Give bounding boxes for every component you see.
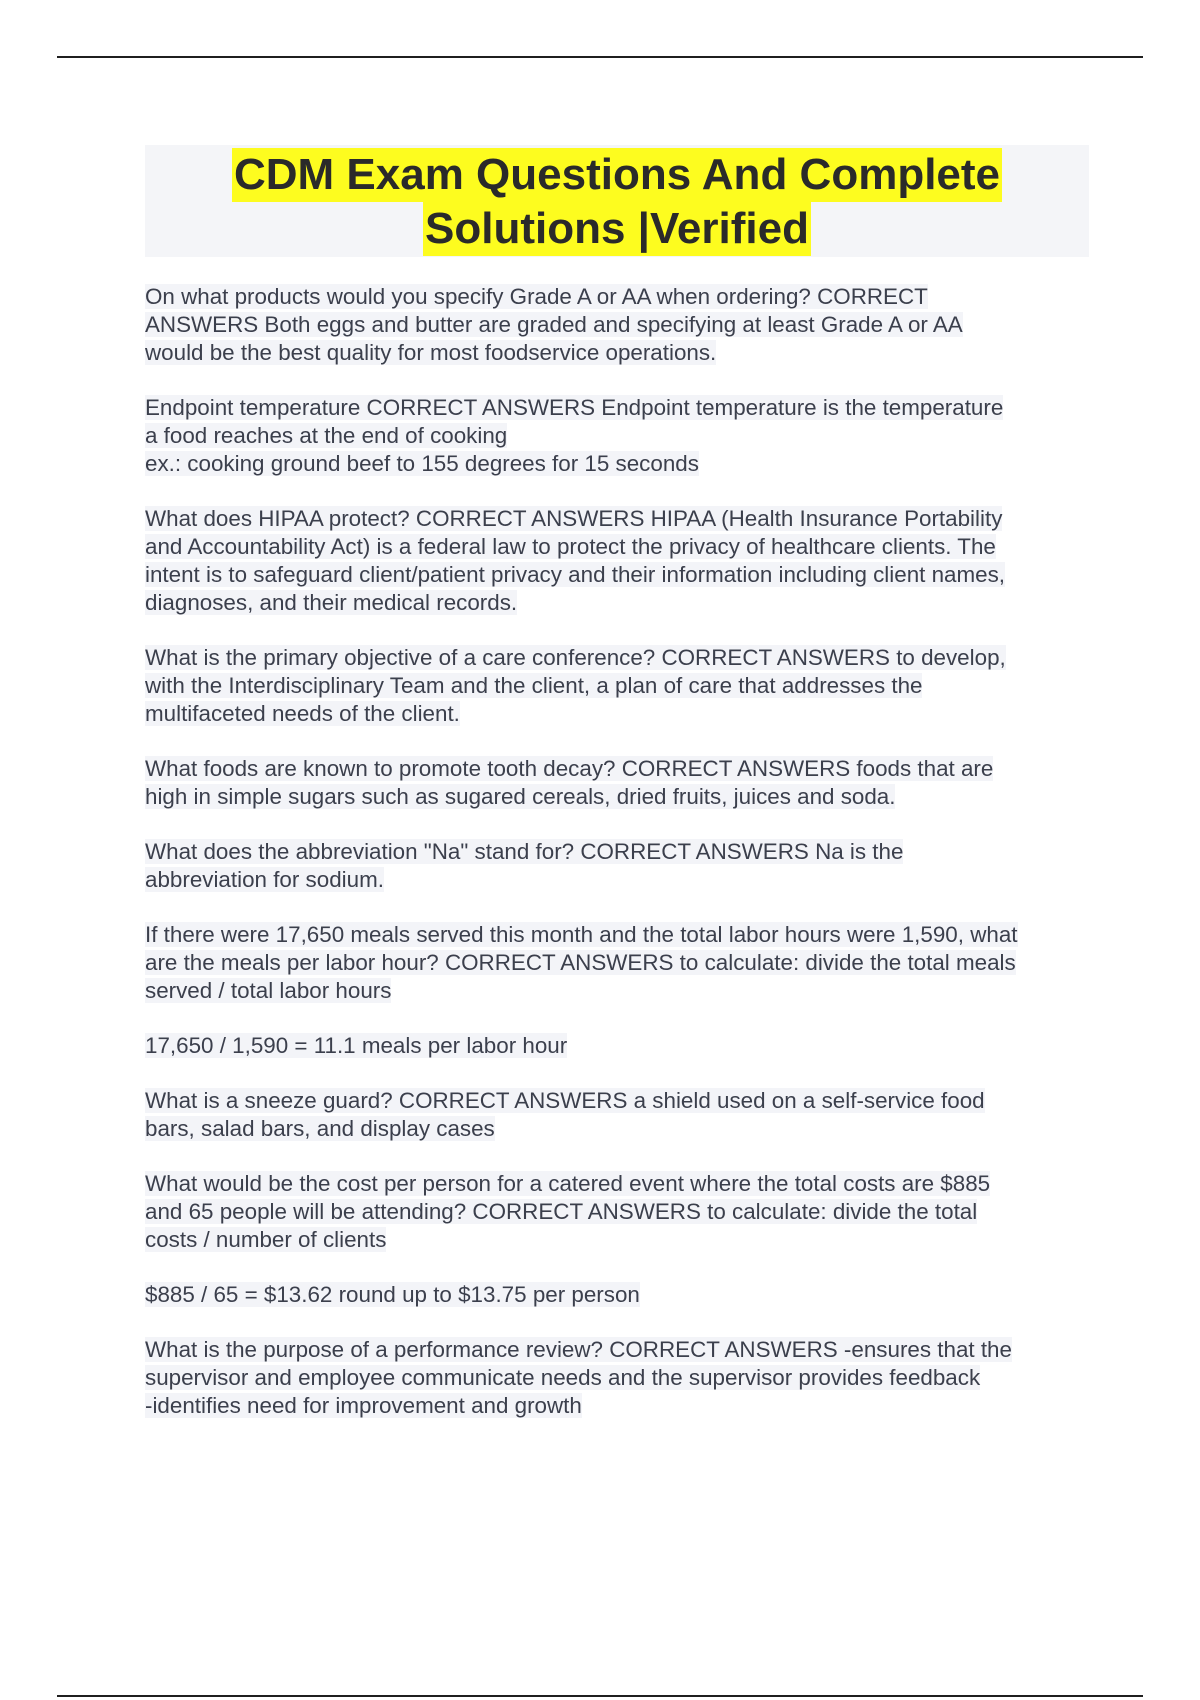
paragraph-line-text: 17,650 / 1,590 = 11.1 meals per labor hour bbox=[145, 1033, 568, 1058]
title-line-1: CDM Exam Questions And Complete bbox=[232, 148, 1002, 202]
paragraph-line-text: -identifies need for improvement and growth bbox=[145, 1393, 582, 1418]
paragraph-line bbox=[145, 1281, 1089, 1309]
paragraph-line bbox=[145, 866, 1089, 894]
qa-paragraph bbox=[145, 644, 1089, 728]
paragraph-line bbox=[145, 783, 1089, 811]
paragraph-line bbox=[145, 450, 1089, 478]
qa-paragraph bbox=[145, 283, 1089, 367]
paragraph-line bbox=[145, 1198, 1089, 1226]
paragraph-line-text: served / total labor hours bbox=[145, 978, 392, 1003]
qa-paragraph bbox=[145, 505, 1089, 617]
paragraph-line-text: a food reaches at the end of cooking bbox=[145, 423, 508, 448]
paragraph-line-text: abbreviation for sodium. bbox=[145, 867, 384, 892]
paragraph-line-text: What is the primary objective of a care conference? CORRECT ANSWERS to develop, bbox=[145, 645, 1006, 670]
qa-paragraph bbox=[145, 1170, 1089, 1254]
paragraph-line bbox=[145, 1364, 1089, 1392]
paragraph-line-text: $885 / 65 = $13.62 round up to $13.75 per person bbox=[145, 1282, 640, 1307]
paragraph-line bbox=[145, 505, 1089, 533]
paragraph-line-text: ex.: cooking ground beef to 155 degrees for 15 seconds bbox=[145, 451, 699, 476]
paragraph-line bbox=[145, 311, 1089, 339]
paragraph-line-text: and 65 people will be attending? CORRECT ANSWERS to calculate: divide the total bbox=[145, 1199, 978, 1224]
paragraph-line-text: What is the purpose of a performance review? CORRECT ANSWERS -ensures that the bbox=[145, 1337, 1012, 1362]
paragraph-line bbox=[145, 1392, 1089, 1420]
qa-paragraph bbox=[145, 755, 1089, 811]
paragraph-line bbox=[145, 1087, 1089, 1115]
paragraph-line-text: If there were 17,650 meals served this month and the total labor hours were 1,590, what bbox=[145, 922, 1018, 947]
bottom-rule bbox=[57, 1695, 1143, 1697]
paragraph-line-text: are the meals per labor hour? CORRECT ANSWERS to calculate: divide the total meals bbox=[145, 950, 1016, 975]
paragraph-line bbox=[145, 283, 1089, 311]
paragraph-line bbox=[145, 672, 1089, 700]
paragraph-line bbox=[145, 533, 1089, 561]
paragraph-line-text: What would be the cost per person for a catered event where the total costs are $885 bbox=[145, 1171, 991, 1196]
paragraph-line-text: What foods are known to promote tooth decay? CORRECT ANSWERS foods that are bbox=[145, 756, 994, 781]
paragraph-line-text: intent is to safeguard client/patient privacy and their information including client names, bbox=[145, 562, 1006, 587]
paragraph-line-text: What does the abbreviation "Na" stand for? CORRECT ANSWERS Na is the bbox=[145, 839, 904, 864]
paragraph-line-text: with the Interdisciplinary Team and the client, a plan of care that addresses the bbox=[145, 673, 923, 698]
paragraph-line-text: diagnoses, and their medical records. bbox=[145, 590, 518, 615]
paragraph-line bbox=[145, 949, 1089, 977]
top-rule bbox=[57, 56, 1143, 58]
paragraph-line-text: high in simple sugars such as sugared cereals, dried fruits, juices and soda. bbox=[145, 784, 896, 809]
title-line-2: Solutions |Verified bbox=[423, 202, 811, 256]
paragraph-line-text: Endpoint temperature CORRECT ANSWERS Endpoint temperature is the temperature bbox=[145, 395, 1004, 420]
paragraph-line bbox=[145, 700, 1089, 728]
paragraph-line bbox=[145, 422, 1089, 450]
paragraph-line-text: What is a sneeze guard? CORRECT ANSWERS a shield used on a self-service food bbox=[145, 1088, 985, 1113]
qa-paragraph bbox=[145, 1032, 1089, 1060]
paragraph-line-text: bars, salad bars, and display cases bbox=[145, 1116, 495, 1141]
qa-paragraph bbox=[145, 1336, 1089, 1420]
paragraph-line bbox=[145, 921, 1089, 949]
paragraph-line bbox=[145, 838, 1089, 866]
qa-paragraph bbox=[145, 838, 1089, 894]
paragraph-line bbox=[145, 1170, 1089, 1198]
paragraph-line bbox=[145, 977, 1089, 1005]
paragraph-line bbox=[145, 589, 1089, 617]
document-title bbox=[145, 145, 1089, 257]
paragraph-line-text: multifaceted needs of the client. bbox=[145, 701, 460, 726]
paragraph-line-text: On what products would you specify Grade A or AA when ordering? CORRECT bbox=[145, 284, 928, 309]
paragraph-line bbox=[145, 755, 1089, 783]
paragraph-line bbox=[145, 1032, 1089, 1060]
paragraph-line bbox=[145, 339, 1089, 367]
qa-paragraph bbox=[145, 1281, 1089, 1309]
paragraph-line-text: What does HIPAA protect? CORRECT ANSWERS HIPAA (Health Insurance Portability bbox=[145, 506, 1003, 531]
paragraph-line bbox=[145, 1336, 1089, 1364]
document-body bbox=[145, 283, 1089, 1447]
paragraph-line-text: ANSWERS Both eggs and butter are graded and specifying at least Grade A or AA bbox=[145, 312, 963, 337]
paragraph-line bbox=[145, 1226, 1089, 1254]
paragraph-line-text: costs / number of clients bbox=[145, 1227, 387, 1252]
paragraph-line bbox=[145, 394, 1089, 422]
qa-paragraph bbox=[145, 1087, 1089, 1143]
paragraph-line bbox=[145, 561, 1089, 589]
qa-paragraph bbox=[145, 921, 1089, 1005]
paragraph-line bbox=[145, 1115, 1089, 1143]
paragraph-line-text: would be the best quality for most foodservice operations. bbox=[145, 340, 717, 365]
qa-paragraph bbox=[145, 394, 1089, 478]
paragraph-line bbox=[145, 644, 1089, 672]
paragraph-line-text: supervisor and employee communicate needs and the supervisor provides feedback bbox=[145, 1365, 981, 1390]
paragraph-line-text: and Accountability Act) is a federal law to protect the privacy of healthcare clients. The bbox=[145, 534, 996, 559]
